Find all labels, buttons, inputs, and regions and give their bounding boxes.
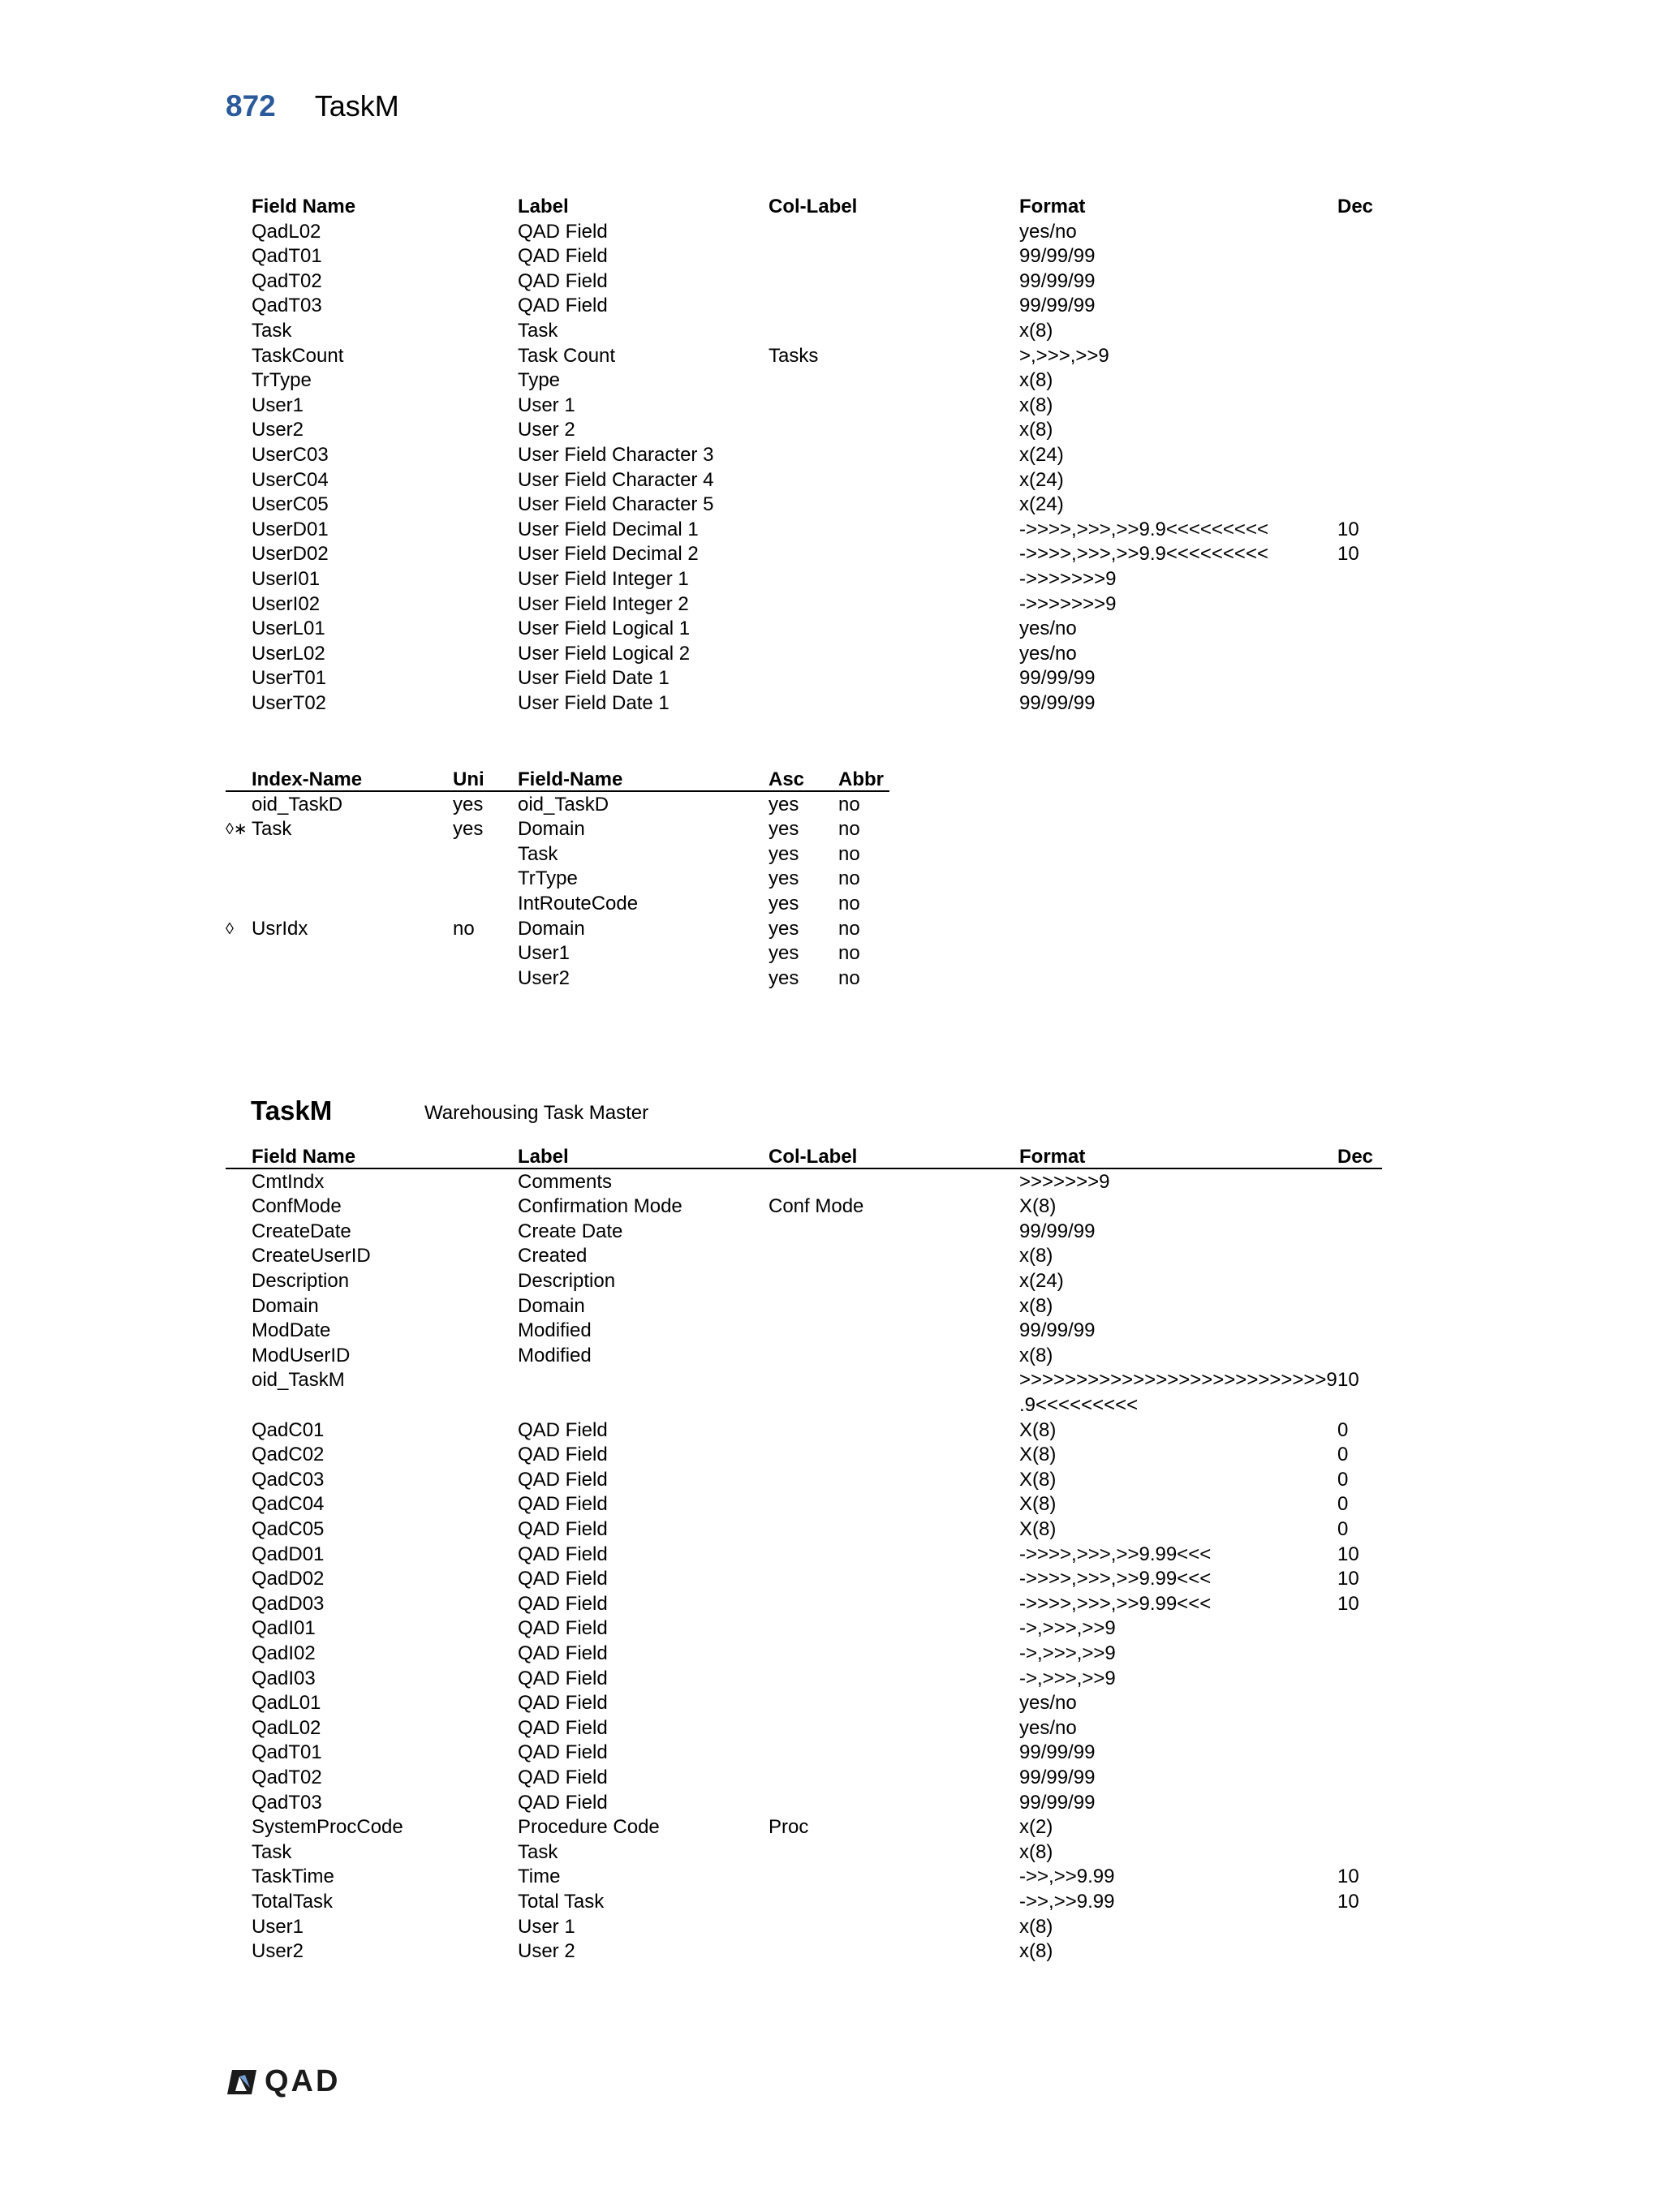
label-cell: Task Count [518,344,616,367]
field-name-cell: User2 [518,966,571,989]
format-cell: 99/99/99 [1019,1741,1096,1764]
field-name-cell: Task [252,320,292,342]
ascending-cell: yes [769,917,799,940]
index-name-header: Index-Name [252,768,363,790]
table-row [226,1244,1382,1269]
field-name-cell: CmtIndx [252,1170,325,1193]
index-row [226,941,1382,966]
field-name-cell: UserI02 [252,592,321,615]
format-cell: 99/99/99 [1019,692,1096,714]
table-header-row [226,1145,1382,1170]
table-row [226,394,1382,419]
label-cell: QAD Field [518,1568,608,1590]
format-cell: ->>>>>>>9 [1019,568,1117,590]
table-row [226,1642,1382,1667]
field-name-cell: TotalTask [252,1891,334,1913]
dec-header: Dec [1337,196,1374,217]
index-header-row [226,768,1382,793]
table-row [226,1194,1382,1220]
label-cell: QAD Field [518,1468,608,1491]
ascending-cell: yes [769,966,799,989]
format-cell: X(8) [1019,1444,1057,1466]
label-cell: Total Task [518,1891,605,1913]
format-cell: 99/99/99 [1019,1791,1096,1814]
format-header: Format [1019,1146,1086,1168]
field-name-cell: UserT01 [252,667,327,690]
label-cell: QAD Field [518,269,608,292]
label-cell: User Field Integer 1 [518,568,689,590]
index-row [226,842,1382,867]
dec-cell: 10 [1337,1866,1359,1888]
format-cell: x(24) [1019,493,1064,516]
unique-cell: yes [453,793,484,816]
field-name-cell: Description [252,1270,350,1292]
field-name-cell: QadT02 [252,269,322,292]
field-name-header: Field Name [252,1146,356,1168]
format-cell: 99/99/99 [1019,1220,1096,1242]
format-cell: x(8) [1019,1915,1053,1938]
field-name-cell: QadI01 [252,1617,316,1640]
table-row [226,542,1382,567]
field-name-cell: User2 [252,419,304,441]
table-row [226,691,1382,717]
col-label-cell: Proc [769,1816,809,1839]
field-name-cell: CreateUserID [252,1245,371,1267]
field-name-cell: QadC03 [252,1468,325,1491]
dec-header: Dec [1337,1146,1374,1168]
index-row [226,793,1382,818]
col-label-header: Col-Label [769,1146,858,1168]
field-name-cell: QadL01 [252,1692,321,1715]
field-name-cell: UserC04 [252,468,329,491]
logo-text: QAD [265,2064,341,2098]
table-row [226,443,1382,468]
dec-cell: 10 [1337,1543,1359,1565]
format-cell: x(24) [1019,1270,1064,1292]
field-name-cell: QadC05 [252,1518,325,1540]
section-title: TaskM [251,1095,333,1125]
dec-cell: 0 [1337,1493,1349,1516]
label-cell: QAD Field [518,1543,608,1565]
field-name-cell: TaskTime [252,1866,334,1888]
field-name-cell: User1 [252,394,304,416]
field-name-cell: QadT01 [252,1741,322,1764]
table-row [226,1791,1382,1816]
field-name-cell: QadD02 [252,1568,325,1590]
index-row [226,966,1382,992]
format-cell: yes/no [1019,642,1077,665]
dec-cell: 10 [1337,518,1359,540]
format-cell: ->>,>>9.99 [1019,1891,1115,1913]
table-row [226,220,1382,245]
field-name-cell: ConfMode [252,1195,342,1218]
label-cell: Procedure Code [518,1816,660,1839]
field-name-cell: QadT01 [252,245,322,268]
dec-cell: 10 [1337,1592,1359,1615]
format-cell: ->>>>>>>9 [1019,592,1117,615]
ascending-cell: yes [769,842,799,865]
table-row [226,1667,1382,1692]
table-row [226,1939,1382,1965]
label-header: Label [518,1146,569,1168]
label-cell: QAD Field [518,1418,608,1441]
dec-cell: 0 [1337,1418,1349,1441]
format-cell: .9<<<<<<<<< [1019,1394,1139,1416]
format-cell: ->,>>>,>>9 [1019,1642,1116,1664]
index-name-cell: UsrIdx [252,917,308,940]
field-name-cell: Task [518,842,558,865]
field-name-cell: SystemProcCode [252,1816,403,1839]
dec-cell: 0 [1337,1444,1349,1466]
field-name-cell: QadT03 [252,295,322,317]
table-row [226,1368,1382,1393]
label-cell: User Field Character 3 [518,444,714,466]
field-name-cell: Domain [518,917,585,940]
format-header: Format [1019,196,1086,217]
ascending-cell: yes [769,893,799,914]
label-cell: User Field Logical 1 [518,618,691,640]
table-row [226,617,1382,642]
label-cell: QAD Field [518,1592,608,1615]
table-row [226,344,1382,369]
field-name-cell: UserL02 [252,642,325,665]
label-cell: User 1 [518,1915,575,1938]
index-row [226,917,1382,942]
table-row [226,1492,1382,1517]
format-cell: 99/99/99 [1019,295,1096,317]
format-cell: yes/no [1019,1692,1077,1715]
format-cell: x(8) [1019,394,1053,416]
label-cell: QAD Field [518,1617,608,1640]
label-cell: Create Date [518,1220,623,1242]
format-cell: >>>>>>>>>>>>>>>>>>>>>>>>>>>9 [1019,1369,1337,1392]
format-cell: yes/no [1019,220,1077,243]
index-row [226,817,1382,842]
format-cell: ->>>>,>>>,>>9.9<<<<<<<<< [1019,518,1268,540]
field-name-cell: oid_TaskD [518,793,609,816]
field-name-cell: QadL02 [252,1716,321,1739]
abbreviated-cell: no [838,966,860,989]
dec-cell: 10 [1337,1369,1359,1392]
field-name-cell: QadL02 [252,220,321,243]
label-cell: QAD Field [518,1741,608,1764]
format-cell: 99/99/99 [1019,1319,1096,1342]
label-cell: User Field Integer 2 [518,592,689,615]
table-row [226,1815,1382,1840]
ascending-cell: yes [769,867,799,890]
label-cell: Comments [518,1170,613,1193]
field-name-cell: oid_TaskM [252,1369,345,1392]
ascending-header: Asc [769,768,805,790]
label-cell: Time [518,1866,561,1888]
label-cell: User 2 [518,1940,575,1963]
field-name-cell: QadD03 [252,1592,325,1615]
format-cell: yes/no [1019,618,1077,640]
abbreviated-cell: no [838,842,860,865]
format-cell: x(8) [1019,1940,1053,1963]
format-cell: x(8) [1019,1840,1053,1863]
table-row [226,1567,1382,1592]
label-cell: QAD Field [518,1692,608,1715]
abbreviated-header: Abbr [838,768,884,790]
dec-cell: 0 [1337,1468,1349,1491]
table-row [226,1766,1382,1791]
field-name-cell: IntRouteCode [518,893,639,914]
table-row [226,1890,1382,1915]
table-row [226,1616,1382,1642]
field-name-cell: UserT02 [252,692,327,714]
format-cell: ->>>>,>>>,>>9.99<<< [1019,1568,1212,1590]
label-cell: QAD Field [518,1518,608,1540]
table-row [226,1517,1382,1543]
abbreviated-cell: no [838,893,860,914]
table-row [226,666,1382,691]
field-name-cell: QadT02 [252,1767,322,1788]
format-cell: >,>>>,>>9 [1019,344,1109,367]
label-cell: QAD Field [518,1716,608,1739]
qad-logo [226,2064,340,2099]
table-row [226,1741,1382,1766]
table-row [226,418,1382,443]
table-row [226,1344,1382,1369]
field-name-cell: Domain [518,818,585,841]
format-cell: yes/no [1019,1716,1077,1739]
col-label-cell: Conf Mode [769,1195,864,1218]
dec-cell: 0 [1337,1518,1349,1540]
label-cell: User Field Date 1 [518,692,670,714]
label-cell: QAD Field [518,1667,608,1689]
table-row [226,592,1382,618]
table-row [226,269,1382,295]
table-row [226,1220,1382,1245]
format-cell: x(8) [1019,1294,1053,1317]
format-cell: X(8) [1019,1418,1057,1441]
label-cell: Type [518,369,561,392]
table-row [226,1691,1382,1716]
field-name-cell: TrType [518,867,578,890]
format-cell: >>>>>>>9 [1019,1170,1110,1193]
label-cell: Modified [518,1344,592,1366]
format-cell: 99/99/99 [1019,245,1096,268]
format-cell: x(8) [1019,1344,1053,1366]
table-header-row [226,195,1382,220]
col-label-header: Col-Label [769,196,858,217]
label-cell: User Field Decimal 2 [518,543,699,566]
table-row [226,1443,1382,1468]
label-cell: Created [518,1245,588,1267]
label-cell: QAD Field [518,1642,608,1664]
format-cell: 99/99/99 [1019,667,1096,690]
unique-cell: no [453,917,475,940]
label-cell: QAD Field [518,1444,608,1466]
field-name-cell: User1 [252,1915,304,1938]
format-cell: ->,>>>,>>9 [1019,1667,1116,1689]
field-name-cell: UserD02 [252,543,329,566]
page-header [226,89,399,123]
index-marker: ◊ [226,919,234,938]
col-label-cell: Tasks [769,344,819,367]
index-row [226,867,1382,892]
qad-logo-icon [226,2068,258,2096]
field-name-cell: User1 [518,942,571,965]
label-cell: QAD Field [518,220,608,243]
field-name-cell: UserD01 [252,518,329,540]
format-cell: ->>>>,>>>,>>9.9<<<<<<<<< [1019,543,1268,566]
format-cell: X(8) [1019,1493,1057,1516]
table-row [226,1170,1382,1195]
format-cell: x(8) [1019,419,1053,441]
field-name-cell: UserI01 [252,568,321,590]
field-name-cell: Domain [252,1294,319,1317]
table-row [226,1319,1382,1344]
table-row [226,368,1382,394]
ascending-cell: yes [769,793,799,816]
abbreviated-cell: no [838,818,860,841]
label-cell: Task [518,320,558,342]
format-cell: x(8) [1019,320,1053,342]
table-row [226,1468,1382,1493]
format-cell: ->>,>>9.99 [1019,1866,1115,1888]
table-row [226,1840,1382,1866]
label-cell: QAD Field [518,1767,608,1788]
format-cell: X(8) [1019,1518,1057,1540]
label-cell: User Field Logical 2 [518,642,691,665]
abbreviated-cell: no [838,867,860,890]
index-name-cell: oid_TaskD [252,793,343,816]
format-cell: ->,>>>,>>9 [1019,1617,1116,1640]
table-row [226,567,1382,592]
label-cell: Task [518,1840,558,1863]
dec-cell: 10 [1337,1891,1359,1913]
dec-cell: 10 [1337,543,1359,566]
abbreviated-cell: no [838,793,860,816]
section-subtitle: Warehousing Task Master [424,1102,649,1124]
index-row [226,892,1382,917]
dec-cell: 10 [1337,1568,1359,1590]
table-row [226,1915,1382,1940]
field-name-cell: ModDate [252,1319,331,1342]
label-cell: User 1 [518,394,575,416]
format-cell: x(8) [1019,1245,1053,1267]
field-name-cell: QadI02 [252,1642,316,1664]
field-name-cell: UserC03 [252,444,329,466]
ascending-cell: yes [769,942,799,965]
table-row [226,518,1382,543]
label-header: Label [518,196,569,217]
unique-cell: yes [453,818,484,841]
label-cell: User Field Character 4 [518,468,714,491]
label-cell: Domain [518,1294,585,1317]
ascending-cell: yes [769,818,799,841]
table-row [226,319,1382,344]
field-name-cell: QadI03 [252,1667,316,1689]
field-name-cell: QadC04 [252,1493,325,1516]
table-row [226,1418,1382,1444]
table-row [226,1592,1382,1617]
label-cell: Confirmation Mode [518,1195,682,1218]
format-cell: X(8) [1019,1195,1057,1218]
abbreviated-cell: no [838,917,860,940]
table-row [226,1543,1382,1568]
table-row [226,1865,1382,1890]
format-cell: x(24) [1019,468,1064,491]
label-cell: QAD Field [518,1791,608,1814]
table-row [226,1269,1382,1294]
field-name-cell: CreateDate [252,1220,351,1242]
page-title: TaskM [314,89,399,123]
format-cell: x(2) [1019,1816,1053,1839]
index-marker: ◊∗ [226,820,248,839]
field-name-cell: Task [252,1840,292,1863]
label-cell: QAD Field [518,245,608,268]
format-cell: ->>>>,>>>,>>9.99<<< [1019,1592,1212,1615]
format-cell: 99/99/99 [1019,1767,1096,1788]
field-name-header: Field Name [252,196,356,217]
label-cell: QAD Field [518,295,608,317]
table-row [226,642,1382,667]
table-row [226,493,1382,518]
format-cell: x(8) [1019,369,1053,392]
field-name-cell: QadC02 [252,1444,325,1466]
unique-header: Uni [453,768,484,790]
field-name-cell: ModUserID [252,1344,351,1366]
abbreviated-cell: no [838,942,860,965]
label-cell: User Field Date 1 [518,667,670,690]
format-cell: X(8) [1019,1468,1057,1491]
index-name-cell: Task [252,818,292,841]
label-cell: User 2 [518,419,575,441]
label-cell: Description [518,1270,616,1292]
field-name-cell: QadD01 [252,1543,325,1565]
field-name-cell: UserL01 [252,618,325,640]
format-cell: x(24) [1019,444,1064,466]
field-name-cell: UserC05 [252,493,329,516]
format-cell: ->>>>,>>>,>>9.99<<< [1019,1543,1212,1565]
table-row [226,1716,1382,1741]
table-row [226,244,1382,269]
page-number: 872 [226,89,276,123]
label-cell: User Field Decimal 1 [518,518,699,540]
field-name-cell: QadT03 [252,1791,322,1814]
label-cell: Modified [518,1319,592,1342]
field-name-cell: TrType [252,369,312,392]
table-row [226,1393,1382,1418]
table-row [226,294,1382,319]
table-row [226,1294,1382,1319]
field-name-cell: User2 [252,1940,304,1963]
label-cell: User Field Character 5 [518,493,714,516]
field-name-cell: QadC01 [252,1418,325,1441]
field-name-header: Field-Name [518,768,623,790]
field-name-cell: TaskCount [252,344,344,367]
table-row [226,468,1382,493]
format-cell: 99/99/99 [1019,269,1096,292]
label-cell: QAD Field [518,1493,608,1516]
